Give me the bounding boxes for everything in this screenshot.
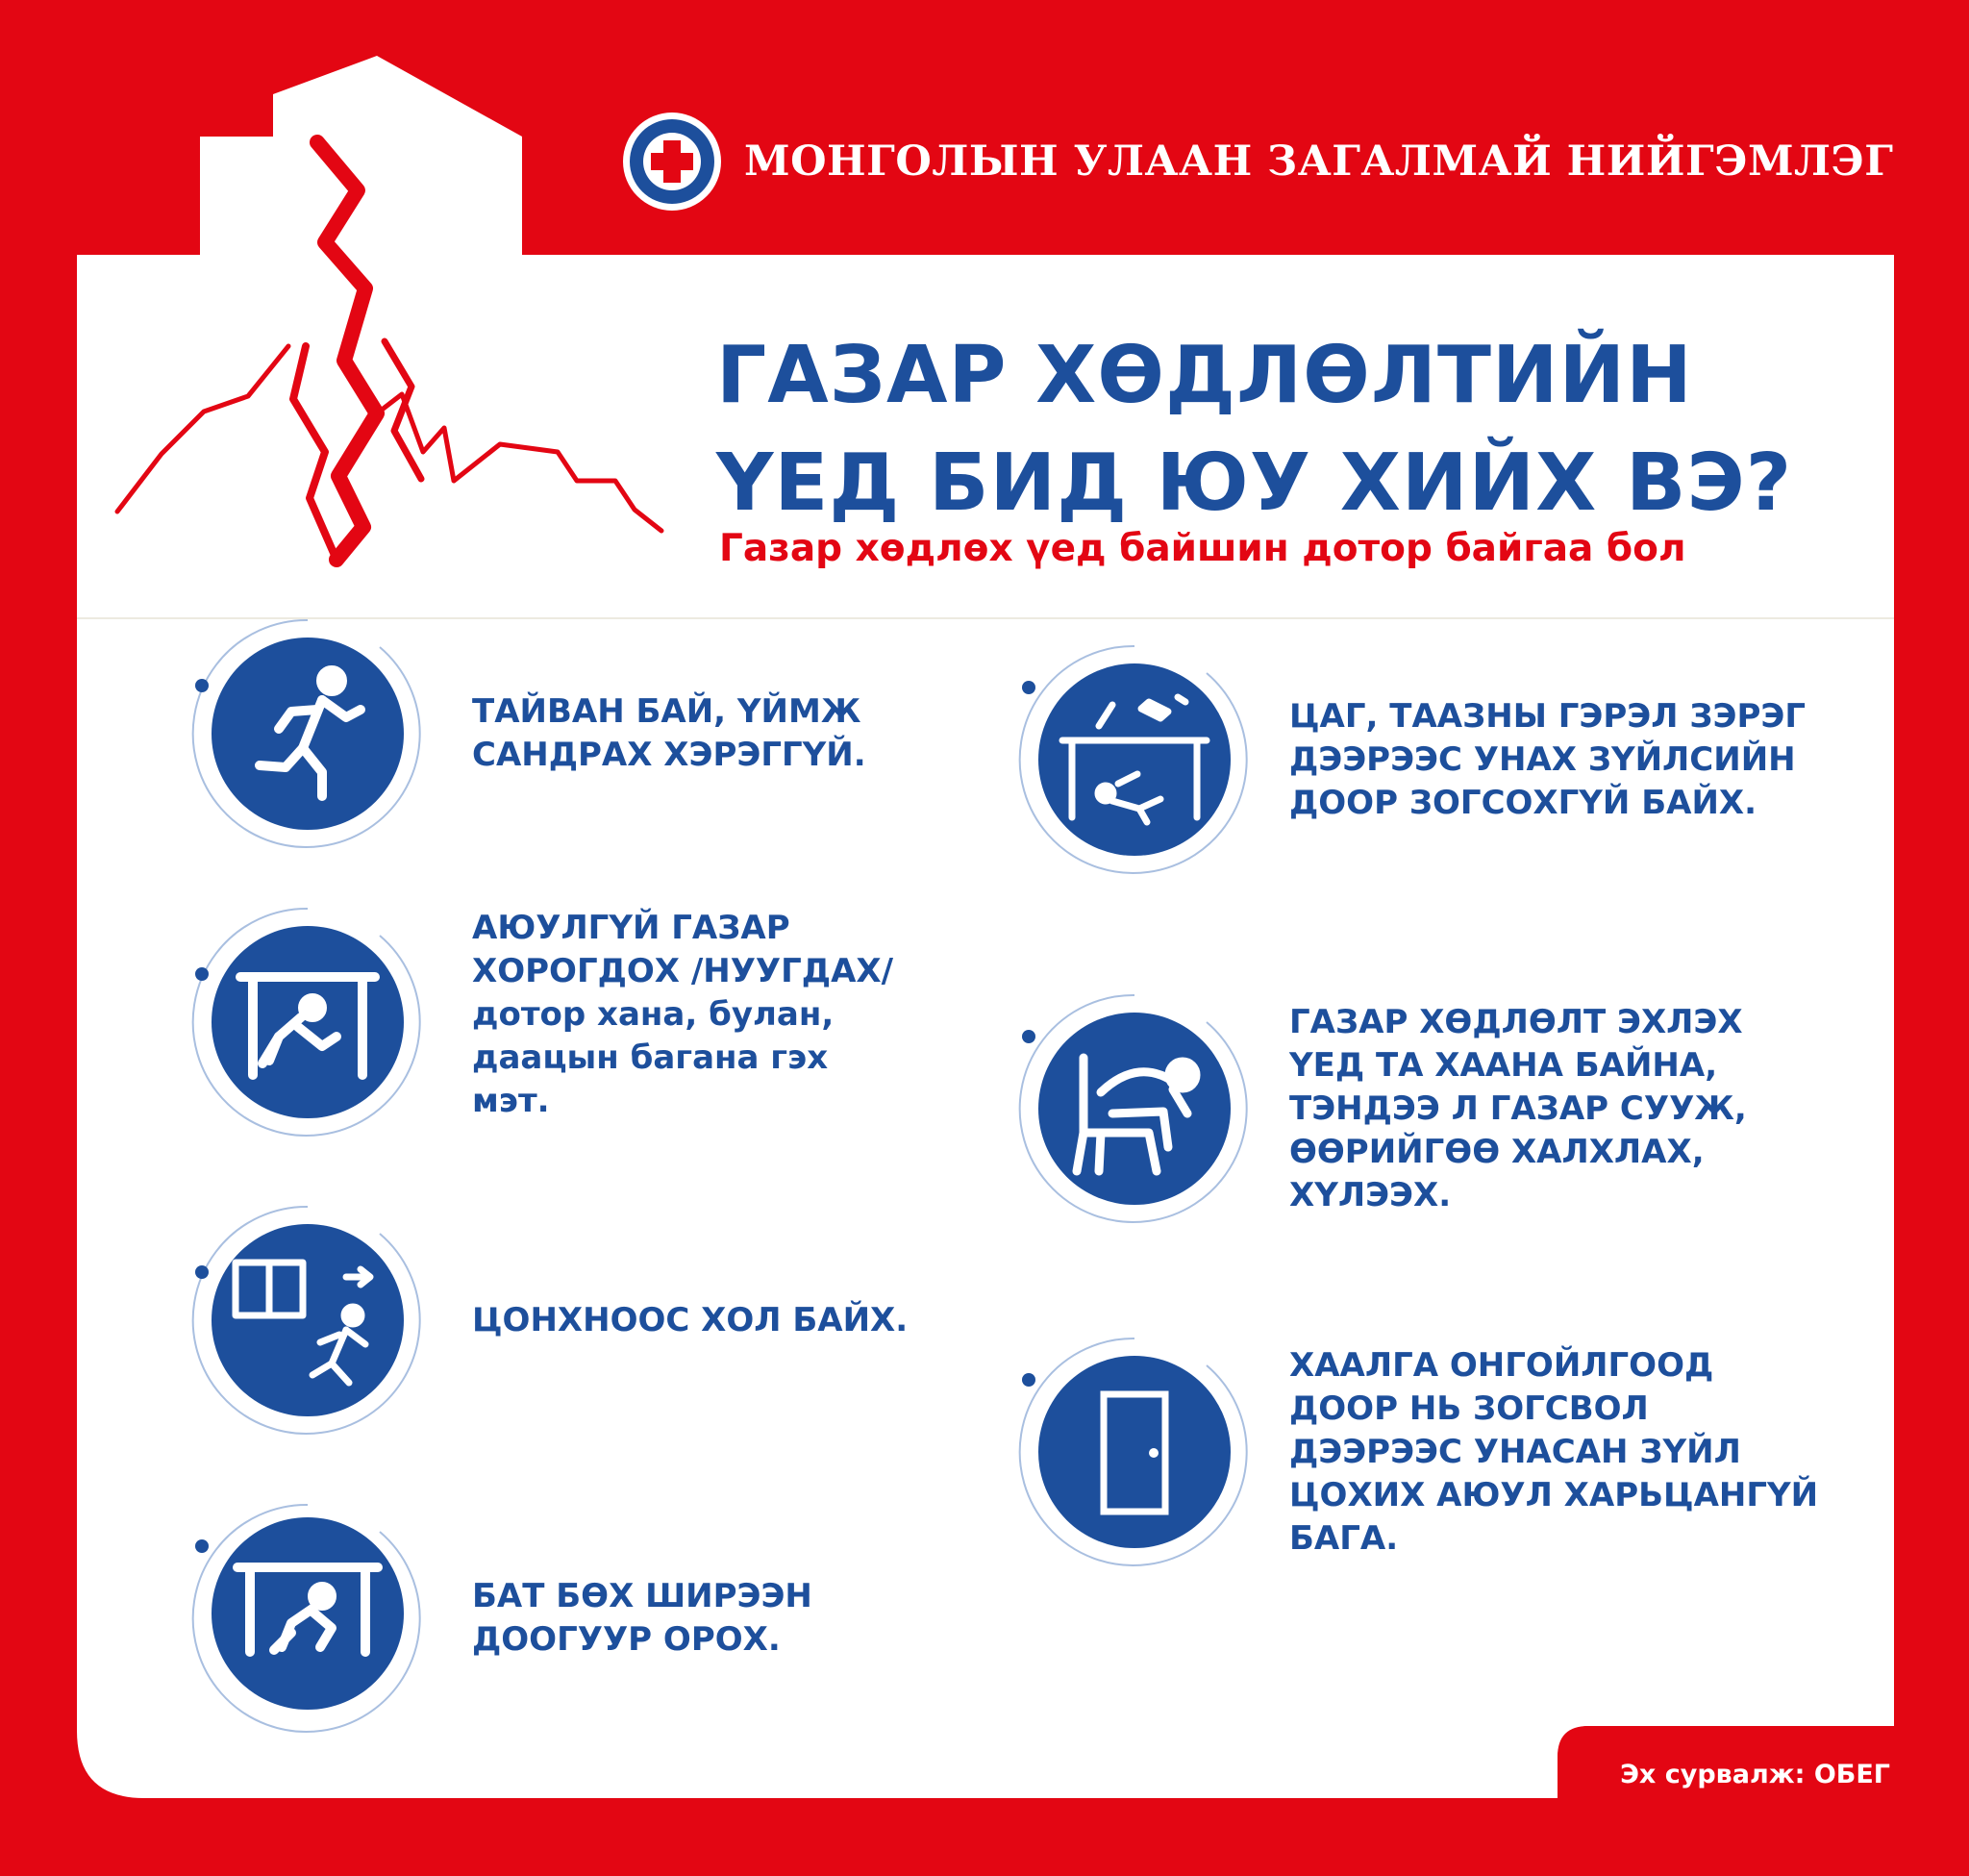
step-safe-place bbox=[178, 892, 893, 1152]
page-subtitle: Газар хөдлөх үед байшин дотор байгаа бол bbox=[719, 527, 1686, 570]
step-icon-wrapper bbox=[178, 1488, 437, 1748]
step-text bbox=[472, 1575, 812, 1662]
sit-and-cover-icon bbox=[1005, 979, 1264, 1238]
source-badge bbox=[1558, 1726, 1969, 1876]
step-line: ЦАГ, ТААЗНЫ ГЭРЭЛ ЗЭРЭГ bbox=[1289, 696, 1806, 736]
step-text bbox=[1289, 1001, 1747, 1217]
away-from-window-icon bbox=[178, 1190, 437, 1450]
step-line: ЦОХИХ АЮУЛ ХАРЬЦАНГҮЙ bbox=[1289, 1475, 1819, 1514]
step-line: ДООГУУР ОРОХ. bbox=[472, 1620, 781, 1659]
step-line: ХААЛГА ОНГОЙЛГООД bbox=[1289, 1345, 1714, 1385]
step-line: ДООР ЗОГСОХГҮЙ БАЙХ. bbox=[1289, 783, 1757, 822]
step-icon-wrapper bbox=[178, 1190, 437, 1450]
step-text bbox=[1289, 695, 1806, 825]
step-falling-objects bbox=[1005, 630, 1806, 889]
step-icon-wrapper bbox=[1005, 630, 1264, 889]
step-text bbox=[472, 907, 893, 1123]
door-icon bbox=[1005, 1322, 1264, 1582]
step-line: ТЭНДЭЭ Л ГАЗАР СУУЖ, bbox=[1289, 1088, 1747, 1128]
running-person-icon bbox=[178, 604, 437, 863]
org-header bbox=[621, 111, 1893, 213]
step-icon-wrapper bbox=[178, 604, 437, 863]
org-name: МОНГОЛЫН УЛААН ЗАГАЛМАЙ НИЙГЭМЛЭГ bbox=[744, 138, 1894, 186]
step-away-from-window bbox=[178, 1190, 908, 1450]
step-line: ӨӨРИЙГӨӨ ХАЛХЛАХ, bbox=[1289, 1132, 1705, 1171]
step-line: ТАЙВАН БАЙ, ҮЙМЖ bbox=[472, 692, 861, 731]
step-line: даацын багана гэх bbox=[472, 1038, 829, 1077]
step-text bbox=[472, 1299, 908, 1342]
step-line: ДЭЭРЭЭС УНАСАН ЗҮЙЛ bbox=[1289, 1432, 1741, 1471]
step-text bbox=[472, 690, 866, 777]
step-icon-wrapper bbox=[178, 892, 437, 1152]
red-cross-logo-icon bbox=[621, 111, 723, 213]
title-line-2: ҮЕД БИД ЮУ ХИЙХ ВЭ? bbox=[716, 438, 1793, 529]
step-line: АЮУЛГҮЙ ГАЗАР bbox=[472, 908, 790, 947]
step-text bbox=[1289, 1344, 1818, 1561]
step-icon-wrapper bbox=[1005, 979, 1264, 1238]
step-line: ХҮЛЭЭХ. bbox=[1289, 1175, 1452, 1214]
crawl-under-table-icon bbox=[178, 892, 437, 1152]
step-line: мэт. bbox=[472, 1081, 550, 1120]
step-line: ГАЗАР ХӨДЛӨЛТ ЭХЛЭХ bbox=[1289, 1002, 1743, 1041]
falling-objects-table-icon bbox=[1005, 630, 1264, 889]
source-text: Эх сурвалж: ОБЕГ bbox=[1620, 1760, 1890, 1789]
step-door bbox=[1005, 1322, 1818, 1582]
step-line: ЦОНХНООС ХОЛ БАЙХ. bbox=[472, 1300, 909, 1339]
title-line-1: ГАЗАР ХӨДЛӨЛТИЙН bbox=[716, 330, 1693, 421]
step-line: ҮЕД ТА ХААНА БАЙНА, bbox=[1289, 1045, 1718, 1085]
step-stay-calm bbox=[178, 604, 866, 863]
step-line: БАГА. bbox=[1289, 1518, 1399, 1558]
step-under-table bbox=[178, 1488, 812, 1748]
page-title bbox=[716, 322, 1870, 538]
step-line: дотор хана, булан, bbox=[472, 994, 835, 1034]
crouch-under-table-icon bbox=[178, 1488, 437, 1748]
step-line: САНДРАХ ХЭРЭГГҮЙ. bbox=[472, 736, 866, 774]
step-line: ДООР НЬ ЗОГСВОЛ bbox=[1289, 1388, 1649, 1428]
step-line: ДЭЭРЭЭС УНАХ ЗҮЙЛСИЙН bbox=[1289, 739, 1796, 779]
step-line: БАТ БӨХ ШИРЭЭН bbox=[472, 1577, 812, 1615]
step-icon-wrapper bbox=[1005, 1322, 1264, 1582]
step-sit-and-cover bbox=[1005, 979, 1747, 1238]
step-line: ХОРОГДОХ /НУУГДАХ/ bbox=[472, 951, 894, 990]
